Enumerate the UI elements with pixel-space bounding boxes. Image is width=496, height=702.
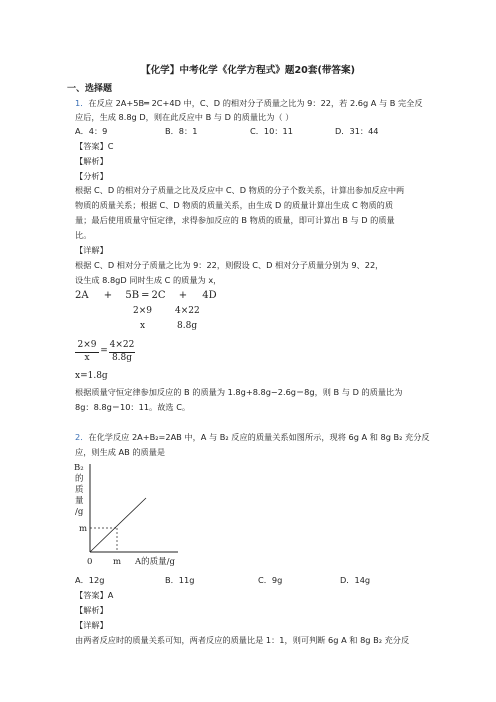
q1-option-c: C．10：11 [250,126,293,136]
eq-term: 4D [202,290,217,301]
ylabel-line: B₂ [74,463,84,473]
q1-fenxi-line: 物质的质量关系；根据 C、D 物质的质量关系，由生成 D 的质量计算出生成 C 物质的质 [75,200,394,210]
ylabel-line: 质 [75,485,84,495]
frac-right-numerator: 4×22 [109,340,135,350]
frac-right-denominator: 8.8g [111,353,133,363]
eq-term: 5B [125,290,140,301]
eq-mass-c: x [140,321,146,331]
q1-option-b: B．8：1 [165,126,198,136]
q2-option-d: D．14g [340,575,371,585]
frac-equals: = [100,346,108,356]
q1-answer: 【答案】C [75,141,114,151]
graph-ylabel [74,463,84,517]
eq-term: ═ [142,290,149,301]
q1-stem-text1: 在反应 2A+5B═ 2C+4D 中，C、D 的相对分子质量之比为 9：22，若 2.6g A 与 B 完全反 [88,98,423,108]
eq-ratio-d: 4×22 [175,306,200,316]
eq-term: 2C [151,290,166,301]
eq-ratio-c: 2×9 [133,306,152,316]
section-heading: 一、选择题 [67,84,113,94]
q1-number: 1． [75,98,89,108]
q1-fenxi-line: 根据 C、D 的相对分子质量之比及反应中 C、D 物质的分子个数关系，计算出参加反应中两 [75,185,405,195]
q1-detail-line: 根据 C、D 相对分子质量之比为 9：22，则假设 C、D 相对分子质量分别为 9、22， [75,260,384,270]
reaction-equation [75,291,217,301]
q1-result: x=1.8g [75,371,108,381]
eq-mass-d: 8.8g [177,321,198,331]
mass-relationship-graph [74,460,194,572]
q2-answer: 【答案】A [75,590,114,600]
frac-left-numerator: 2×9 [77,340,97,350]
q1-option-a: A．4：9 [75,126,108,136]
q1-jiexi-tag: 【解析】 [75,156,108,166]
q1-stem-line2: 应后，生成 8.8g D，则在此反应中 B 与 D 的质量比为（ ） [75,112,294,122]
xlabel: A的质量/g [135,557,175,567]
ylabel-line: /g [75,507,84,517]
q2-number: 2． [75,432,89,442]
relation-line [90,498,146,552]
q2-stem-line1 [75,432,430,442]
q1-stem-line1 [75,98,423,108]
q2-stem-text1: 在化学反应 2A+B₂=2AB 中，A 与 B₂ 反应的质量关系如图所示，现将 6g A 和 8g B₂ 充分反 [88,432,430,442]
xtick-label: m [113,557,122,567]
document-title: 【化学】中考化学《化学方程式》题20套(带答案) [141,65,355,76]
q2-detail-line: 由两者反应时的质量关系可知，两者反应的质量比是 1：1，则可判断 6g A 和 8g B₂ 充分反 [75,635,410,645]
ytick-label: m [79,524,88,534]
q1-fenxi-line: 比。 [75,230,92,240]
ylabel-line: 的 [75,474,84,484]
q2-option-b: B．11g [165,575,195,585]
eq-term: 2A [75,290,89,301]
q1-fenxi-line: 量；最后使用质量守恒定律，求得参加反应的 B 物质的质量，即可计算出 B 与 D 的质量 [75,215,395,225]
q1-option-d: D．31：44 [335,126,379,136]
eq-term: + [178,290,188,301]
q1-conclusion-line: 根据质量守恒定律参加反应的 B 的质量为 1.8g+8.8g−2.6g＝8g，则 B 与 D 的质量比为 [75,387,403,397]
q1-conclusion-line: 8g：8.8g＝10：11。故选 C。 [75,402,191,412]
q1-detail-line: 设生成 8.8gD 同时生成 C 的质量为 x， [75,275,222,285]
q2-option-c: C．9g [258,575,283,585]
eq-term: + [103,290,113,301]
q1-fenxi-tag: 【分析】 [75,171,108,181]
origin-label: 0 [87,557,93,567]
q2-option-a: A．12g [75,575,105,585]
q2-jiexi-tag: 【解析】 [75,605,108,615]
q1-xiangjie-tag: 【详解】 [75,245,108,255]
ylabel-line: 量 [75,496,84,506]
q2-stem-line2: 应，则生成 AB 的质量是 [75,447,166,457]
q2-xiangjie-tag: 【详解】 [75,620,108,630]
frac-left-denominator: x [84,353,90,363]
